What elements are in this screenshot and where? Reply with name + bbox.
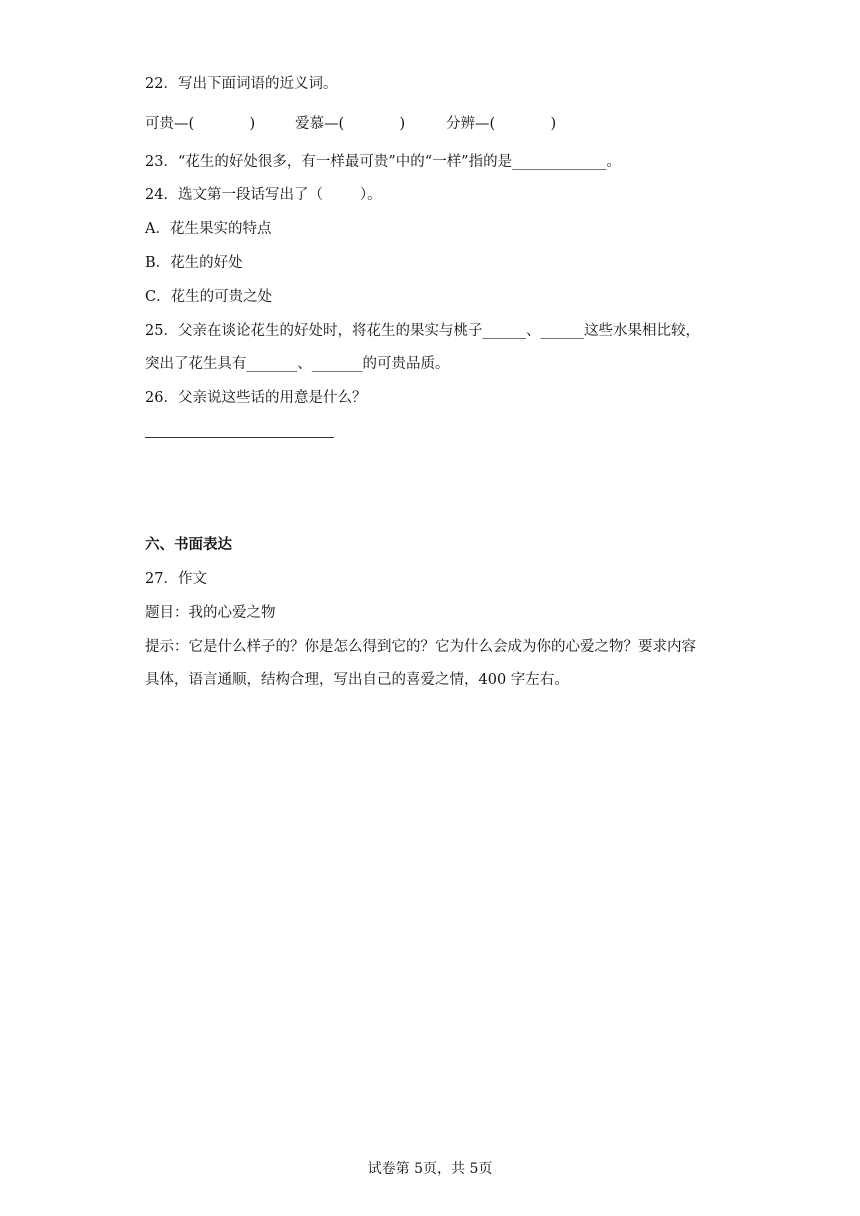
question-27: 27．作文	[145, 571, 207, 587]
answer-line	[145, 437, 334, 438]
question-25-line-1: 25．父亲在谈论花生的好处时，将花生的果实与桃子______、______这些水果相比较，	[145, 323, 700, 339]
page-footer: 试卷第 5页，共 5页	[367, 1161, 493, 1177]
question-22-item-3: 分辨—( )	[446, 116, 557, 132]
question-24-option-c: C．花生的可贵之处	[145, 289, 273, 305]
essay-title: 题目：我的心爱之物	[145, 605, 276, 621]
section-6-heading: 六、书面表达	[145, 536, 232, 553]
question-22-item-1: 可贵—( )	[145, 116, 256, 132]
question-24-option-a: A．花生果实的特点	[145, 221, 272, 237]
essay-hint-line-2: 具体，语言通顺，结构合理，写出自己的喜爱之情，400 字左右。	[145, 672, 569, 688]
question-25-line-2: 突出了花生具有_______、_______的可贵品质。	[145, 356, 450, 372]
question-23: 23．“花生的好处很多，有一样最可贵”中的“一样”指的是_____________。	[145, 154, 621, 170]
essay-hint-line-1: 提示：它是什么样子的？你是怎么得到它的？它为什么会成为你的心爱之物？要求内容	[145, 639, 696, 655]
question-22-stem: 22．写出下面词语的近义词。	[145, 76, 338, 92]
question-24-option-b: B．花生的好处	[145, 255, 243, 271]
question-24-stem: 24．选文第一段话写出了（ ）。	[145, 187, 382, 203]
question-26: 26．父亲说这些话的用意是什么？	[145, 390, 367, 406]
question-22-item-2: 爱慕—( )	[295, 116, 406, 132]
